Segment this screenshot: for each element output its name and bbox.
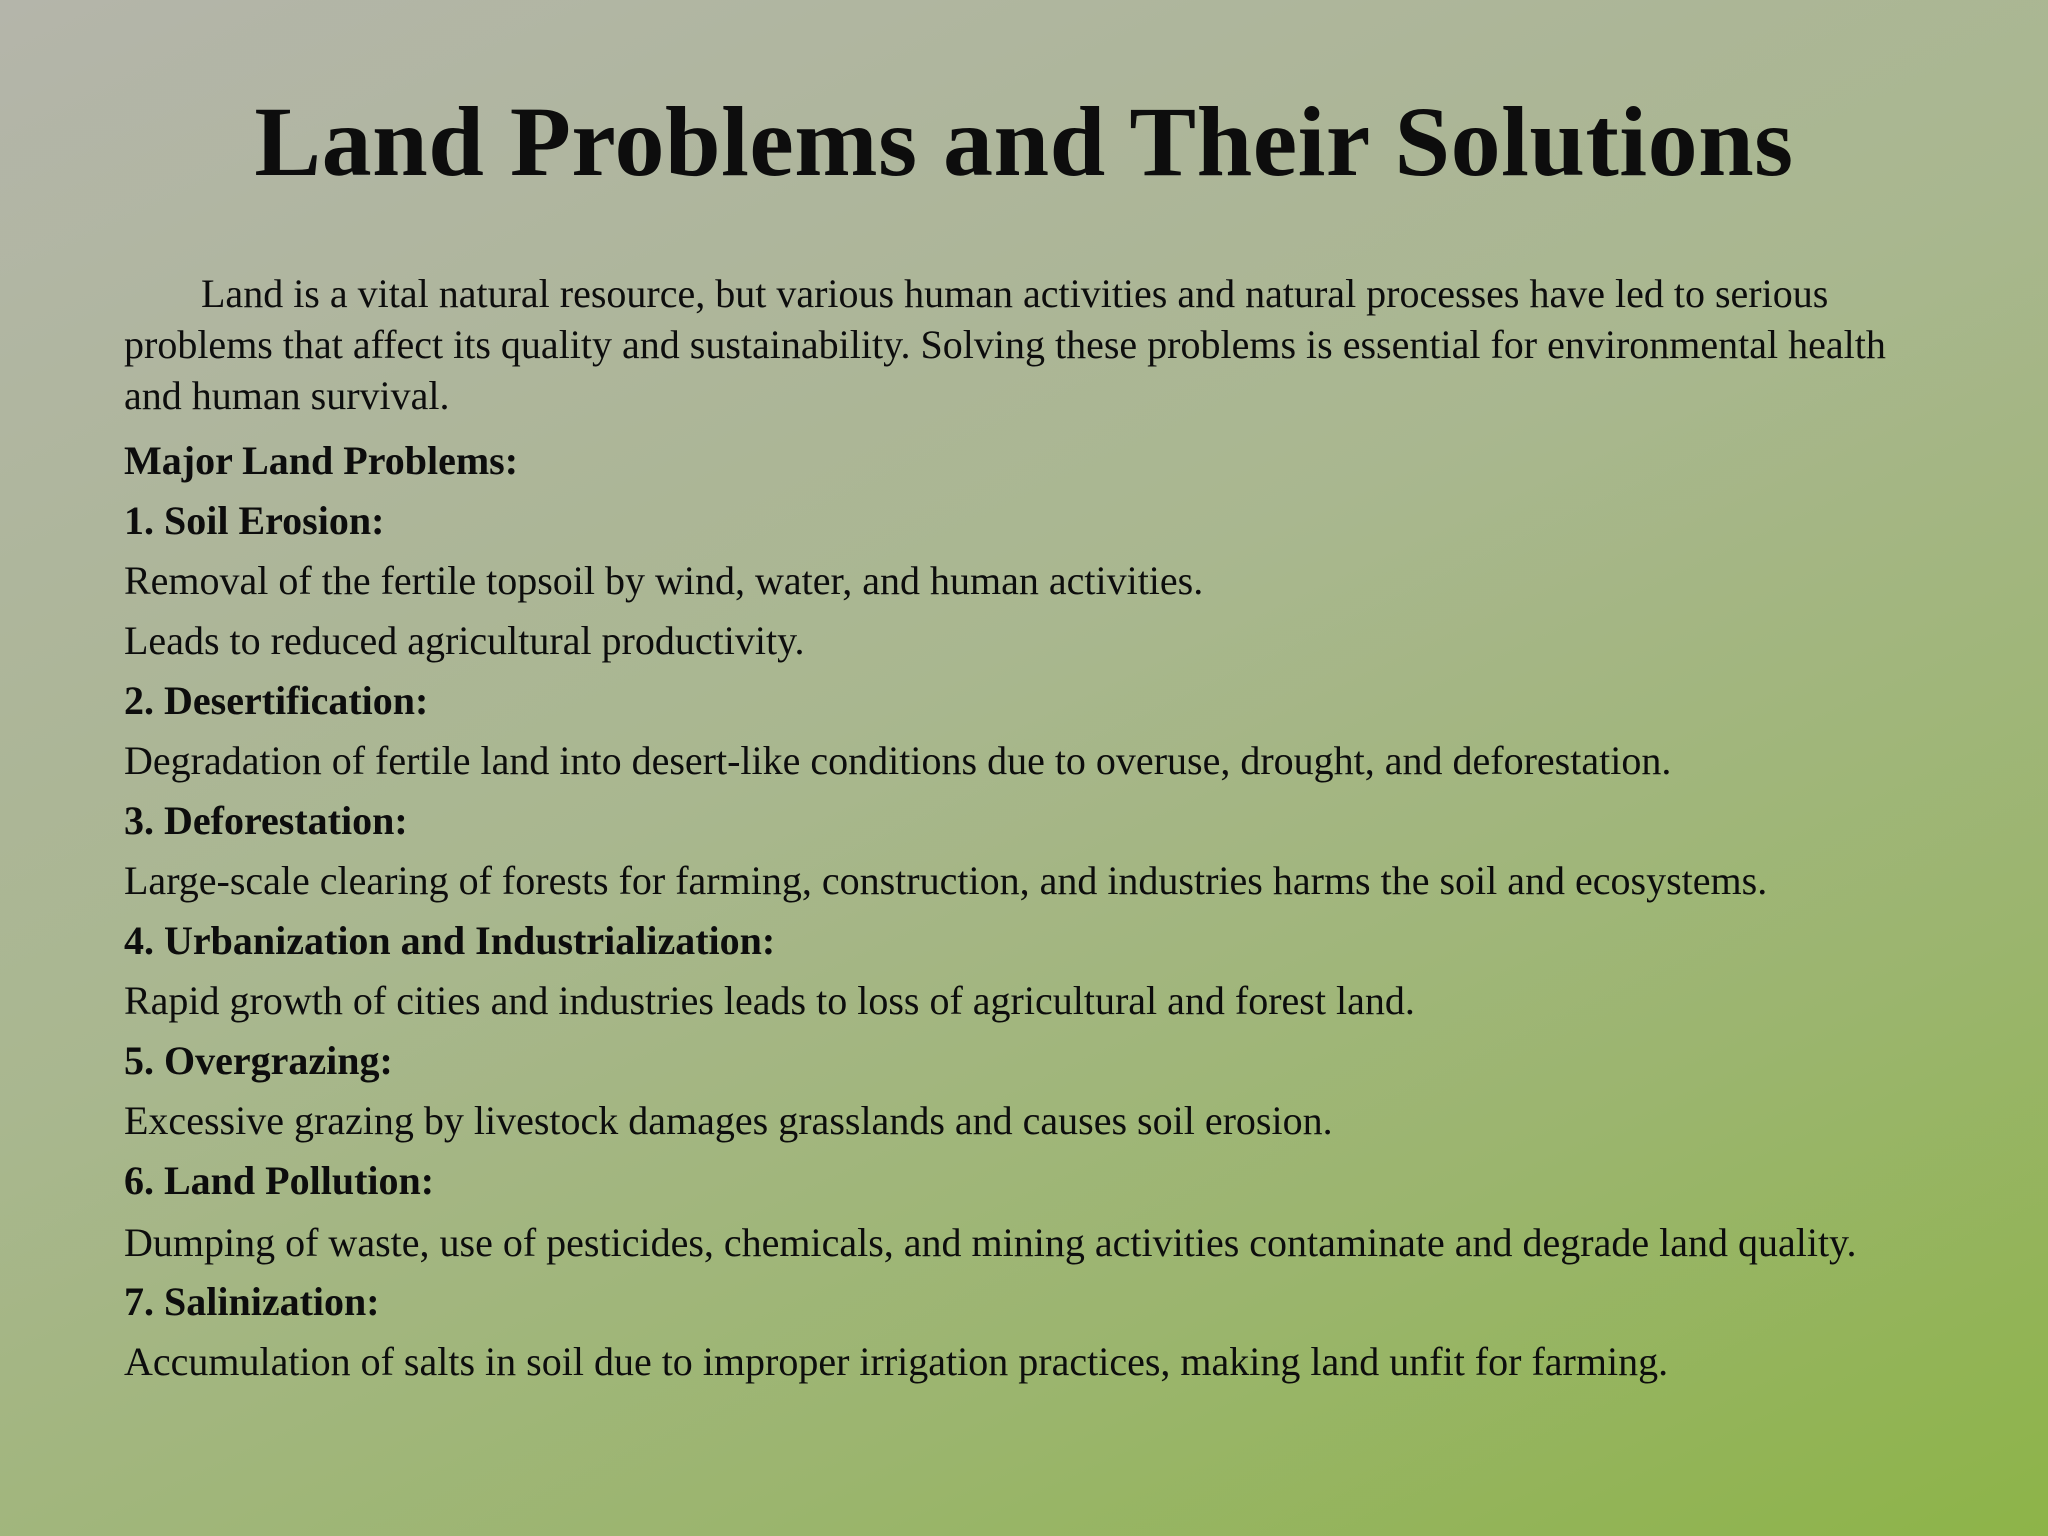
problem-line: Leads to reduced agricultural productivity.: [124, 618, 805, 663]
problem-line: Excessive grazing by livestock damages grasslands and causes soil erosion.: [124, 1098, 1333, 1143]
problem-line: Accumulation of salts in soil due to improper irrigation practices, making land unfit for farming.: [124, 1339, 1669, 1384]
problem-heading-deforestation: 3. Deforestation:: [124, 798, 408, 843]
problem-heading-overgrazing: 5. Overgrazing:: [124, 1038, 393, 1083]
problem-line: Dumping of waste, use of pesticides, chemicals, and mining activities contaminate and degrade land quality.: [124, 1220, 1857, 1265]
problem-line: Rapid growth of cities and industries leads to loss of agricultural and forest land.: [124, 978, 1415, 1023]
slide-content: [124, 268, 1924, 1392]
problem-heading-land-pollution: 6. Land Pollution:: [124, 1158, 435, 1203]
problem-heading-desertification: 2. Desertification:: [124, 678, 429, 723]
problem-heading-soil-erosion: 1. Soil Erosion:: [124, 498, 385, 543]
problem-line: Degradation of fertile land into desert-like conditions due to overuse, drought, and deforestation.: [124, 738, 1672, 783]
problem-line: Large-scale clearing of forests for farming, construction, and industries harms the soil and ecosystems.: [124, 858, 1768, 903]
problem-heading-urbanization: 4. Urbanization and Industrialization:: [124, 918, 776, 963]
section-heading: Major Land Problems:: [124, 438, 519, 483]
problem-line: Removal of the fertile topsoil by wind, water, and human activities.: [124, 558, 1204, 603]
slide-title: Land Problems and Their Solutions: [254, 86, 1794, 197]
problem-heading-salinization: 7. Salinization:: [124, 1279, 380, 1324]
intro-paragraph: Land is a vital natural resource, but various human activities and natural processes have led to serious problems that affect its quality and sustainability. Solving these problems is essential for environmental health and human survival.: [124, 271, 1886, 418]
